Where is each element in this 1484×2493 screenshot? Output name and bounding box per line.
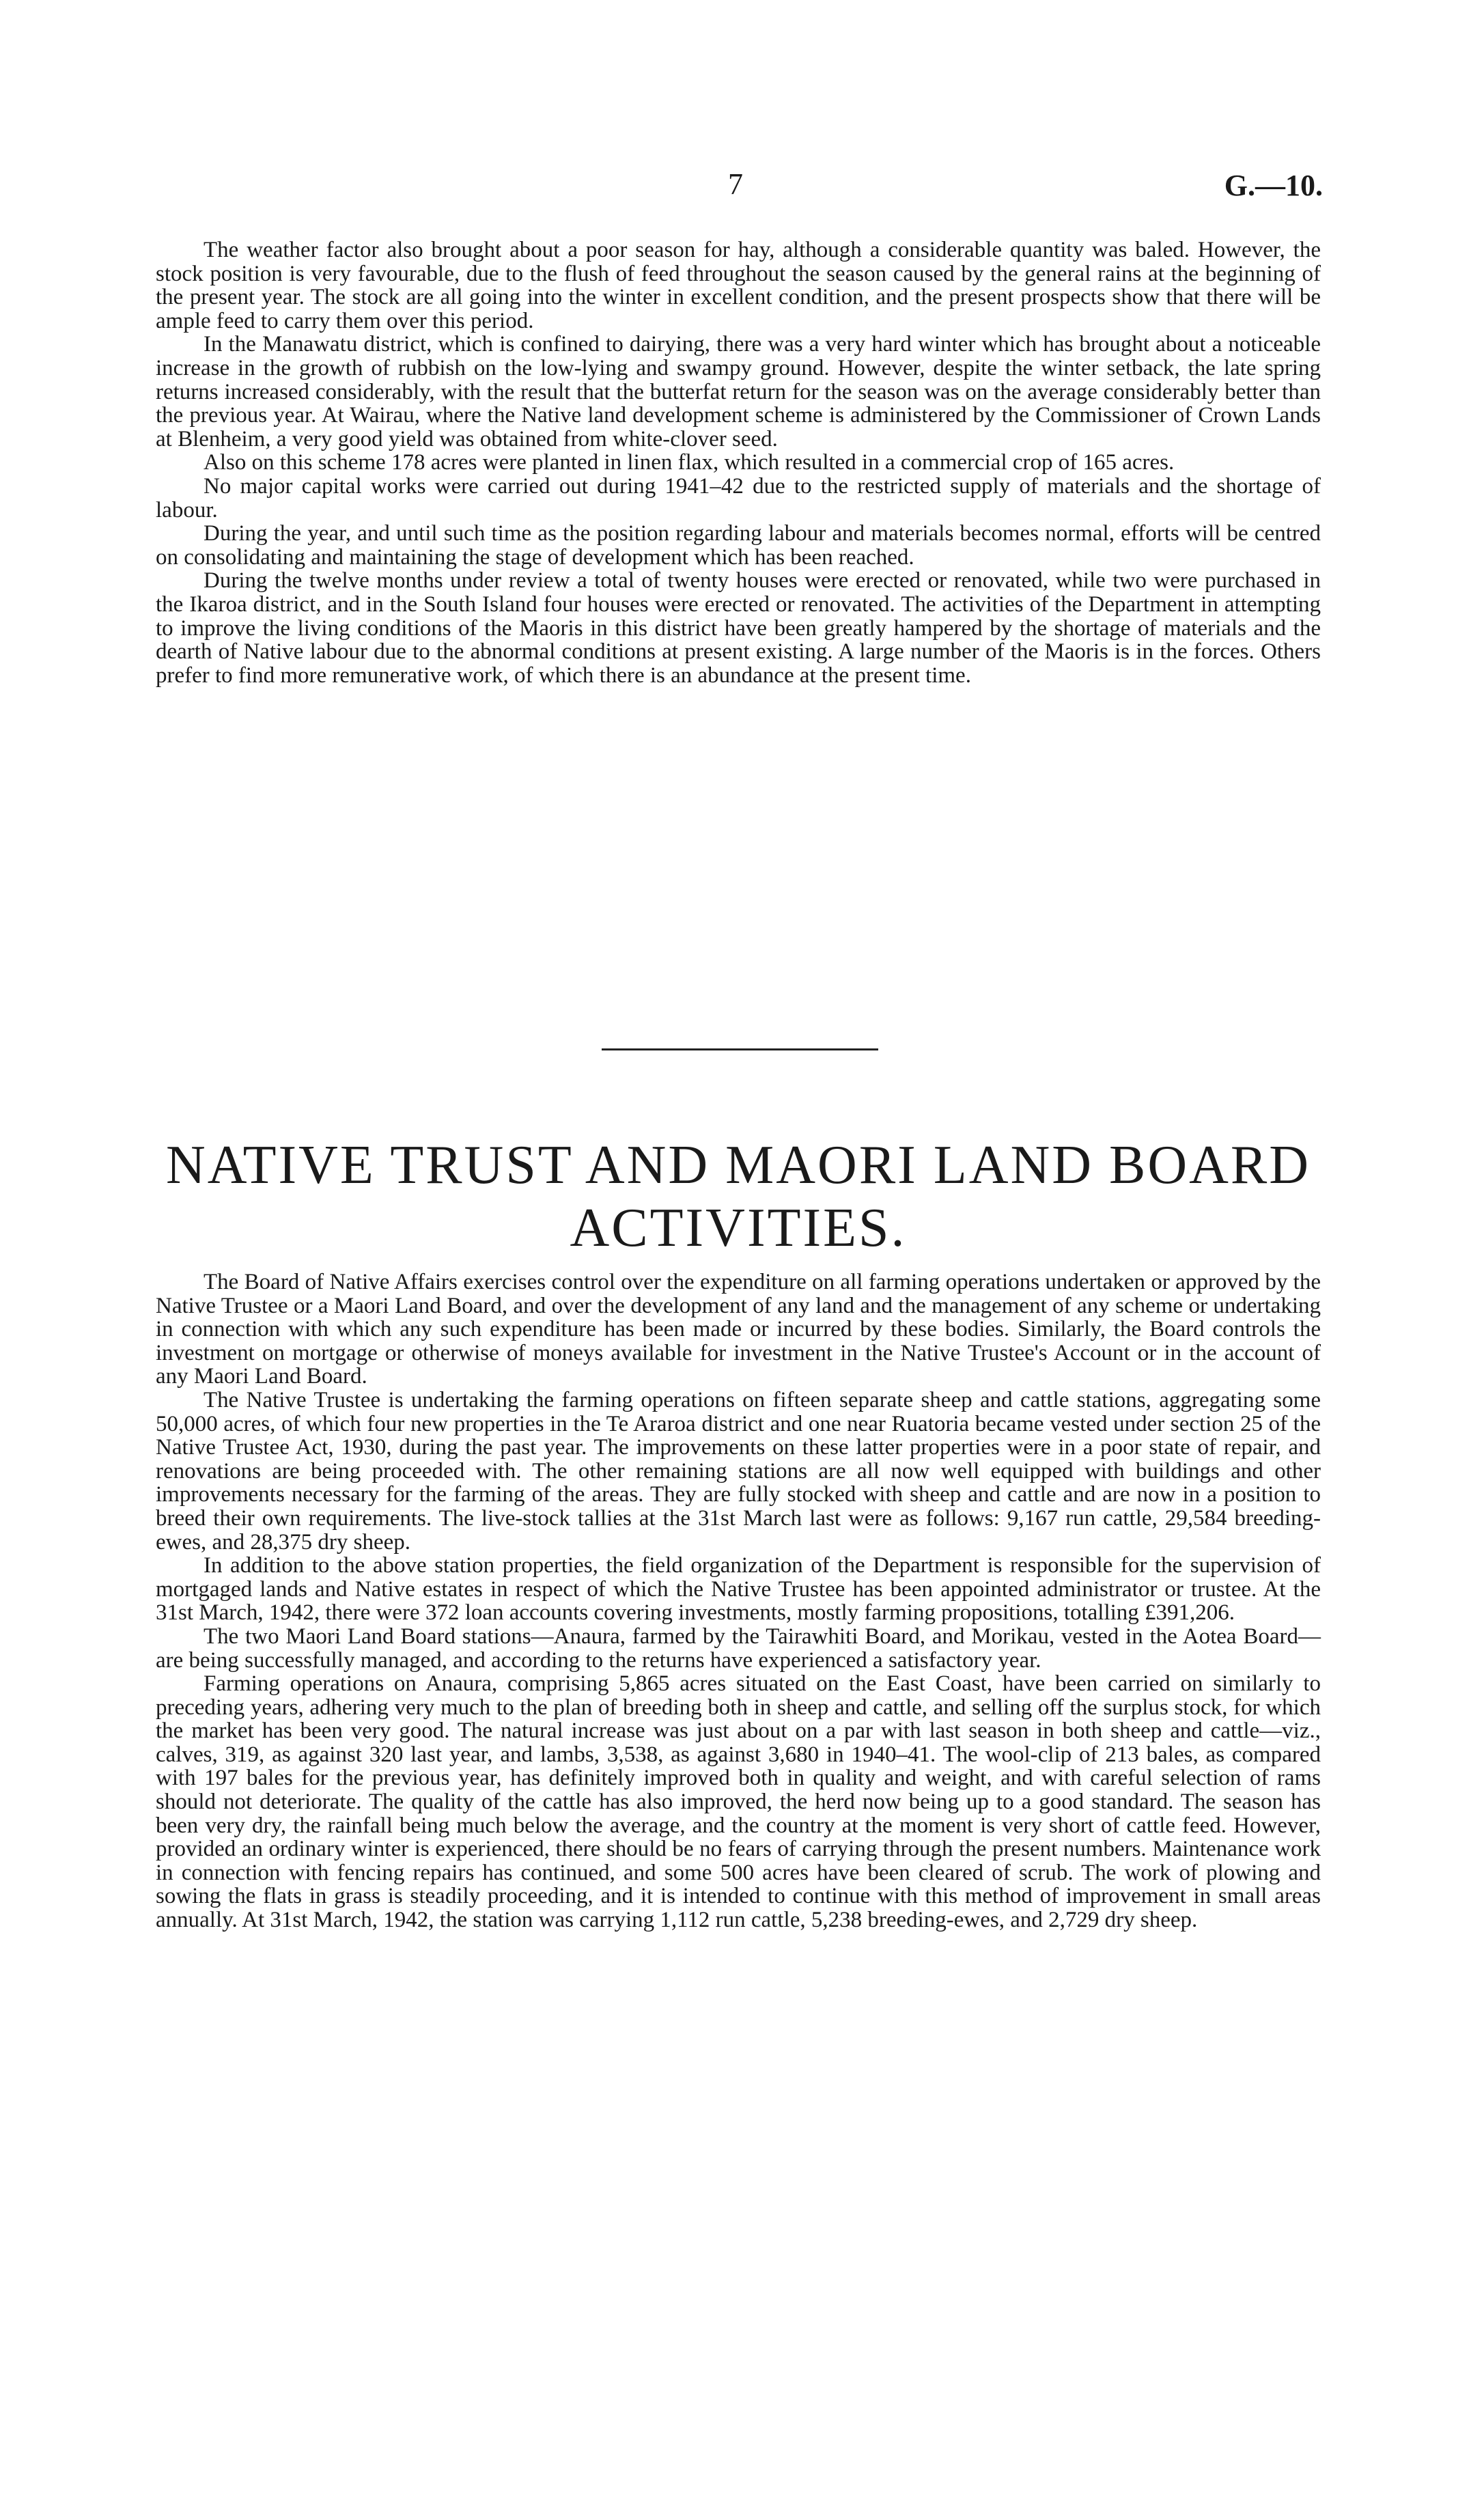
paragraph: In addition to the above station properties, the field organization of the Department is responsible for the supervision of mortgaged lands and Native estates in respect of which the Native Trustee has been appointed administrator or trustee. At the 31st March, 1942, there were 372 loan accounts covering investments, mostly farming propositions, totalling £391,206. — [156, 1553, 1321, 1626]
paragraph: During the twelve months under review a total of twenty houses were erected or renovated, while two were purchased in the Ikaroa district, and in the South Island four houses were erected or renovated. The activities of the Department in attempting to improve the living conditions of the Maoris in this district have been greatly hampered by the shortage of materials and the dearth of Native labour due to the abnormal conditions at present existing. A large number of the Maoris is in the forces. Others prefer to find more remunerative work, of which there is an abundance at the present time. — [156, 568, 1321, 688]
paragraph: In the Manawatu district, which is confined to dairying, there was a very hard winter which has brought about a noticeable increase in the growth of rubbish on the low-lying and swampy ground. However, despite the winter setback, the late spring returns increased considerably, with the result that the butterfat return for the season was on the average considerably better than the previous year. At Wairau, where the Native land development scheme is administered by the Commissioner of Crown Lands at Blenheim, a very good yield was obtained from white-clover seed. — [156, 332, 1321, 451]
paragraph: The Board of Native Affairs exercises control over the expenditure on all farming operations undertaken or approved by the Native Trustee or a Maori Land Board, and over the development of any land and the management of any scheme or undertaking in connection with which any such expenditure has been made or incurred by these bodies. Similarly, the Board controls the investment on mortgage or otherwise of moneys available for investment in the Native Trustee's Account or in the account of any Maori Land Board. — [156, 1270, 1321, 1389]
section-heading-line-2: ACTIVITIES. — [570, 1198, 907, 1258]
paragraph: Farming operations on Anaura, comprising 5,865 acres situated on the East Coast, have been carried on similarly to preceding years, adhering very much to the plan of breeding both in sheep and cattle, and selling off the surplus stock, for which the market has been very good. The natural increase was just about on a par with last season in both sheep and cattle—viz., calves, 319, as against 320 last year, and lambs, 3,538, as against 3,680 in 1940–41. The wool-clip of 213 bales, as compared with 197 bales for the previous year, has definitely improved both in quality and weight, and with careful selection of rams should not deteriorate. The quality of the cattle has also improved, the herd now being up to a good standard. The season has been very dry, the rainfall being much below the average, and the country at the moment is very short of cattle feed. However, provided an ordinary winter is experienced, there should be no fears of carrying through the present numbers. Maintenance work in connection with fencing repairs has continued, and some 500 acres have been cleared of scrub. The work of plowing and sowing the flats in grass is steadily proceeding, and it is intended to continue with this method of improvement in small areas annually. At 31st March, 1942, the station was carrying 1,112 run cattle, 5,238 breeding-ewes, and 2,729 dry sheep. — [156, 1671, 1321, 1933]
page-number: 7 — [728, 167, 743, 201]
paragraph: Also on this scheme 178 acres were planted in linen flax, which resulted in a commercial crop of 165 acres. — [204, 450, 1175, 475]
paragraph: The two Maori Land Board stations—Anaura, farmed by the Tairawhiti Board, and Morikau, vested in the Aotea Board—are being successfully managed, and according to the returns have experienced a satisfactory year. — [156, 1624, 1321, 1673]
paragraph: The Native Trustee is undertaking the farming operations on fifteen separate sheep and cattle stations, aggregating some 50,000 acres, of which four new properties in the Te Araroa district and one near Ruatoria became vested under section 25 of the Native Trustee Act, 1930, during the past year. The improvements on these latter properties were in a poor state of repair, and renovations are being proceeded with. The other remaining stations are all now well equipped with buildings and other improvements necessary for the farming of the areas. They are fully stocked with sheep and cattle and are now in a position to breed their own requirements. The live-stock tallies at the 31st March last were as follows: 9,167 run cattle, 29,584 breeding-ewes, and 28,375 dry sheep. — [156, 1387, 1321, 1555]
paragraph: The weather factor also brought about a poor season for hay, although a considerable quantity was baled. However, the stock position is very favourable, due to the flush of feed throughout the season caused by the general rains at the beginning of the present year. The stock are all going into the winter in excellent condition, and the present prospects show that there will be ample feed to carry them over this period. — [156, 238, 1321, 333]
section-heading-line-1: NATIVE TRUST AND MAORI LAND BOARD — [165, 1135, 1311, 1195]
intro-text-block — [156, 238, 1321, 687]
paper-reference: G.—10. — [1224, 169, 1323, 202]
section-text-block — [156, 1270, 1321, 1932]
section-divider — [602, 1048, 878, 1050]
paragraph: During the year, and until such time as the position regarding labour and materials becomes normal, efforts will be centred on consolidating and maintaining the stage of development which has been reached. — [156, 521, 1321, 570]
section-heading — [156, 1134, 1321, 1259]
paragraph: No major capital works were carried out during 1941–42 due to the restricted supply of materials and the shortage of labour. — [156, 473, 1321, 523]
